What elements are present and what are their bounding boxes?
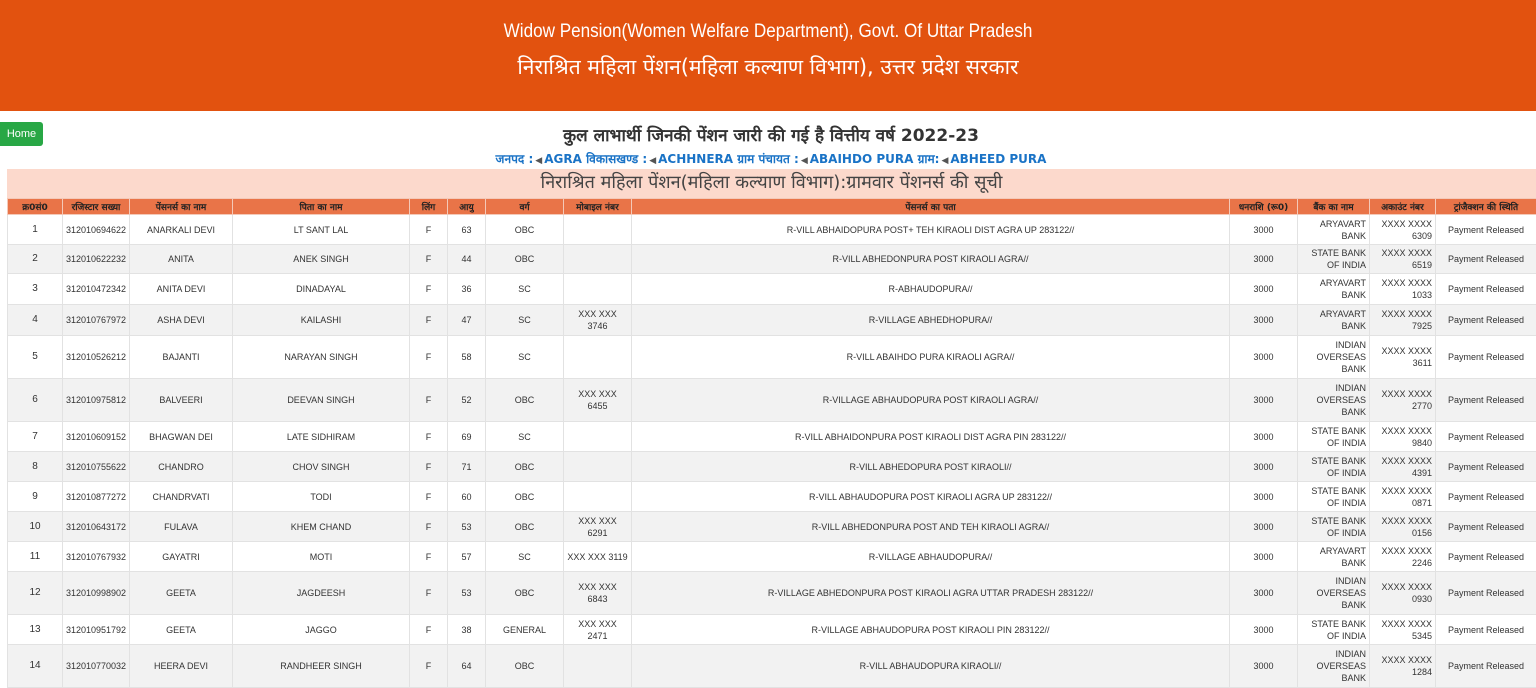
account-number-cell: XXXX XXXX 3611 [1370, 336, 1436, 379]
district-link[interactable]: AGRA [544, 152, 582, 166]
age-cell: 57 [448, 542, 486, 572]
address-cell: R-VILL ABHEDONPURA POST KIRAOLI AGRA// [632, 245, 1230, 274]
amount-cell: 3000 [1230, 615, 1298, 645]
gender-cell: F [410, 336, 448, 379]
serial-number-cell: 2 [8, 245, 63, 274]
category-cell: SC [486, 305, 564, 336]
table-row [8, 512, 1536, 542]
mobile-cell: XXX XXX 3746 [564, 305, 632, 336]
register-number-cell: 312010622232 [63, 245, 130, 274]
table-row [8, 542, 1536, 572]
address-cell: R-VILLAGE ABHAUDOPURA// [632, 542, 1230, 572]
account-number-cell: XXXX XXXX 0871 [1370, 482, 1436, 512]
father-name-cell: ANEK SINGH [233, 245, 410, 274]
age-cell: 58 [448, 336, 486, 379]
serial-number-cell: 5 [8, 336, 63, 379]
pensioners-table [7, 198, 1536, 688]
father-name-cell: MOTI [233, 542, 410, 572]
mobile-cell: XXX XXX 6291 [564, 512, 632, 542]
gender-cell: F [410, 379, 448, 422]
age-cell: 64 [448, 645, 486, 688]
father-name-cell: NARAYAN SINGH [233, 336, 410, 379]
address-cell: R-VILL ABHAUDOPURA POST KIRAOLI AGRA UP 283122// [632, 482, 1230, 512]
address-cell: R-VILL ABHAIDOPURA POST+ TEH KIRAOLI DIST AGRA UP 283122// [632, 215, 1230, 245]
serial-number-cell: 3 [8, 274, 63, 305]
age-cell: 44 [448, 245, 486, 274]
serial-number-cell: 13 [8, 615, 63, 645]
account-number-cell: XXXX XXXX 6309 [1370, 215, 1436, 245]
age-cell: 47 [448, 305, 486, 336]
pensioner-name-cell: BAJANTI [130, 336, 233, 379]
amount-cell: 3000 [1230, 305, 1298, 336]
age-cell: 60 [448, 482, 486, 512]
father-name-cell: CHOV SINGH [233, 452, 410, 482]
register-number-cell: 312010998902 [63, 572, 130, 615]
table-row [8, 572, 1536, 615]
village-link[interactable]: ABHEED PURA [950, 152, 1046, 166]
page-header [0, 0, 1536, 111]
register-number-cell: 312010951792 [63, 615, 130, 645]
account-number-cell: XXXX XXXX 2246 [1370, 542, 1436, 572]
gender-cell: F [410, 615, 448, 645]
pensioner-name-cell: CHANDRVATI [130, 482, 233, 512]
amount-cell: 3000 [1230, 512, 1298, 542]
pensioner-name-cell: CHANDRO [130, 452, 233, 482]
column-header: रजिस्टार सख्या [63, 199, 130, 215]
location-breadcrumb [0, 150, 1536, 167]
table-row [8, 336, 1536, 379]
table-row [8, 452, 1536, 482]
table-row [8, 482, 1536, 512]
serial-number-cell: 6 [8, 379, 63, 422]
serial-number-cell: 14 [8, 645, 63, 688]
column-header: वर्ग [486, 199, 564, 215]
mobile-cell [564, 422, 632, 452]
serial-number-cell: 9 [8, 482, 63, 512]
transaction-status-cell: Payment Released [1436, 572, 1536, 615]
block-label: विकासखण्ड : [586, 152, 647, 166]
amount-cell: 3000 [1230, 336, 1298, 379]
panchayat-link[interactable]: ABAIHDO PURA [810, 152, 914, 166]
amount-cell: 3000 [1230, 274, 1298, 305]
category-cell: OBC [486, 215, 564, 245]
father-name-cell: DINADAYAL [233, 274, 410, 305]
register-number-cell: 312010770032 [63, 645, 130, 688]
table-row [8, 274, 1536, 305]
register-number-cell: 312010609152 [63, 422, 130, 452]
father-name-cell: TODI [233, 482, 410, 512]
mobile-cell [564, 336, 632, 379]
father-name-cell: KAILASHI [233, 305, 410, 336]
account-number-cell: XXXX XXXX 4391 [1370, 452, 1436, 482]
serial-number-cell: 10 [8, 512, 63, 542]
panchayat-label: ग्राम पंचायत : [737, 152, 799, 166]
address-cell: R-VILLAGE ABHAUDOPURA POST KIRAOLI PIN 283122// [632, 615, 1230, 645]
amount-cell: 3000 [1230, 572, 1298, 615]
transaction-status-cell: Payment Released [1436, 274, 1536, 305]
father-name-cell: DEEVAN SINGH [233, 379, 410, 422]
column-header: पेंसनर्स का पता [632, 199, 1230, 215]
mobile-cell [564, 274, 632, 305]
bank-name-cell: INDIAN OVERSEAS BANK [1298, 645, 1370, 688]
mobile-cell [564, 245, 632, 274]
father-name-cell: LATE SIDHIRAM [233, 422, 410, 452]
account-number-cell: XXXX XXXX 0930 [1370, 572, 1436, 615]
amount-cell: 3000 [1230, 482, 1298, 512]
triangle-icon: ◀ [649, 156, 656, 166]
age-cell: 69 [448, 422, 486, 452]
header-title-english: Widow Pension(Women Welfare Department), Govt. Of Uttar Pradesh [77, 21, 1459, 43]
pensioner-name-cell: GAYATRI [130, 542, 233, 572]
address-cell: R-VILLAGE ABHEDHOPURA// [632, 305, 1230, 336]
register-number-cell: 312010877272 [63, 482, 130, 512]
table-row [8, 215, 1536, 245]
header-title-hindi: निराश्रित महिला पेंशन(महिला कल्याण विभाग), उत्तर प्रदेश सरकार [0, 53, 1536, 81]
age-cell: 38 [448, 615, 486, 645]
column-header: अकाउंट नंबर [1370, 199, 1436, 215]
age-cell: 52 [448, 379, 486, 422]
amount-cell: 3000 [1230, 452, 1298, 482]
column-header: ट्रांजैक्शन की स्थिति [1436, 199, 1536, 215]
triangle-icon: ◀ [535, 156, 542, 166]
transaction-status-cell: Payment Released [1436, 305, 1536, 336]
mobile-cell: XXX XXX 3119 [564, 542, 632, 572]
village-label: ग्राम: [918, 152, 940, 166]
age-cell: 53 [448, 572, 486, 615]
transaction-status-cell: Payment Released [1436, 615, 1536, 645]
column-header: लिंग [410, 199, 448, 215]
register-number-cell: 312010755622 [63, 452, 130, 482]
father-name-cell: RANDHEER SINGH [233, 645, 410, 688]
district-label: जनपद : [496, 152, 534, 166]
table-row [8, 305, 1536, 336]
pensioner-name-cell: ASHA DEVI [130, 305, 233, 336]
address-cell: R-ABHAUDOPURA// [632, 274, 1230, 305]
register-number-cell: 312010526212 [63, 336, 130, 379]
column-header: धनराशि (रू0) [1230, 199, 1298, 215]
bank-name-cell: STATE BANK OF INDIA [1298, 452, 1370, 482]
mobile-cell [564, 482, 632, 512]
category-cell: OBC [486, 572, 564, 615]
serial-number-cell: 11 [8, 542, 63, 572]
gender-cell: F [410, 542, 448, 572]
account-number-cell: XXXX XXXX 0156 [1370, 512, 1436, 542]
transaction-status-cell: Payment Released [1436, 336, 1536, 379]
amount-cell: 3000 [1230, 245, 1298, 274]
bank-name-cell: ARYAVART BANK [1298, 305, 1370, 336]
table-row [8, 645, 1536, 688]
column-header: क्र0सं0 [8, 199, 63, 215]
amount-cell: 3000 [1230, 542, 1298, 572]
transaction-status-cell: Payment Released [1436, 645, 1536, 688]
pensioner-name-cell: GEETA [130, 572, 233, 615]
transaction-status-cell: Payment Released [1436, 245, 1536, 274]
category-cell: OBC [486, 379, 564, 422]
gender-cell: F [410, 215, 448, 245]
mobile-cell: XXX XXX 6455 [564, 379, 632, 422]
column-header: पेंसनर्स का नाम [130, 199, 233, 215]
triangle-icon: ◀ [801, 156, 808, 166]
age-cell: 63 [448, 215, 486, 245]
category-cell: OBC [486, 645, 564, 688]
table-row [8, 245, 1536, 274]
list-title: निराश्रित महिला पेंशन(महिला कल्याण विभाग):ग्रामवार पेंशनर्स की सूची [7, 169, 1536, 198]
category-cell: OBC [486, 512, 564, 542]
bank-name-cell: ARYAVART BANK [1298, 274, 1370, 305]
table-row [8, 422, 1536, 452]
register-number-cell: 312010767932 [63, 542, 130, 572]
account-number-cell: XXXX XXXX 6519 [1370, 245, 1436, 274]
triangle-icon: ◀ [941, 156, 948, 166]
amount-cell: 3000 [1230, 422, 1298, 452]
gender-cell: F [410, 645, 448, 688]
serial-number-cell: 1 [8, 215, 63, 245]
bank-name-cell: STATE BANK OF INDIA [1298, 245, 1370, 274]
serial-number-cell: 4 [8, 305, 63, 336]
category-cell: SC [486, 336, 564, 379]
column-header: बैंक का नाम [1298, 199, 1370, 215]
address-cell: R-VILLAGE ABHEDONPURA POST KIRAOLI AGRA UTTAR PRADESH 283122// [632, 572, 1230, 615]
address-cell: R-VILL ABHAIDONPURA POST KIRAOLI DIST AGRA PIN 283122// [632, 422, 1230, 452]
category-cell: OBC [486, 482, 564, 512]
account-number-cell: XXXX XXXX 1033 [1370, 274, 1436, 305]
address-cell: R-VILL ABAIHDO PURA KIRAOLI AGRA// [632, 336, 1230, 379]
register-number-cell: 312010975812 [63, 379, 130, 422]
bank-name-cell: INDIAN OVERSEAS BANK [1298, 572, 1370, 615]
home-button[interactable]: Home [0, 122, 43, 146]
bank-name-cell: INDIAN OVERSEAS BANK [1298, 336, 1370, 379]
register-number-cell: 312010694622 [63, 215, 130, 245]
gender-cell: F [410, 512, 448, 542]
account-number-cell: XXXX XXXX 7925 [1370, 305, 1436, 336]
pensioner-name-cell: ANITA [130, 245, 233, 274]
account-number-cell: XXXX XXXX 9840 [1370, 422, 1436, 452]
age-cell: 53 [448, 512, 486, 542]
column-header: मोबाइल नंबर [564, 199, 632, 215]
address-cell: R-VILL ABHAUDOPURA KIRAOLI// [632, 645, 1230, 688]
father-name-cell: JAGDEESH [233, 572, 410, 615]
mobile-cell [564, 645, 632, 688]
pensioner-name-cell: ANITA DEVI [130, 274, 233, 305]
register-number-cell: 312010643172 [63, 512, 130, 542]
category-cell: OBC [486, 245, 564, 274]
account-number-cell: XXXX XXXX 2770 [1370, 379, 1436, 422]
gender-cell: F [410, 305, 448, 336]
mobile-cell [564, 452, 632, 482]
transaction-status-cell: Payment Released [1436, 482, 1536, 512]
gender-cell: F [410, 452, 448, 482]
serial-number-cell: 12 [8, 572, 63, 615]
pensioner-name-cell: FULAVA [130, 512, 233, 542]
bank-name-cell: INDIAN OVERSEAS BANK [1298, 379, 1370, 422]
block-link[interactable]: ACHHNERA [658, 152, 733, 166]
column-header: आयु [448, 199, 486, 215]
transaction-status-cell: Payment Released [1436, 452, 1536, 482]
category-cell: OBC [486, 452, 564, 482]
father-name-cell: LT SANT LAL [233, 215, 410, 245]
category-cell: SC [486, 274, 564, 305]
gender-cell: F [410, 245, 448, 274]
father-name-cell: KHEM CHAND [233, 512, 410, 542]
father-name-cell: JAGGO [233, 615, 410, 645]
gender-cell: F [410, 572, 448, 615]
bank-name-cell: ARYAVART BANK [1298, 542, 1370, 572]
category-cell: GENERAL [486, 615, 564, 645]
page-title: कुल लाभार्थी जिनकी पेंशन जारी की गई है वित्तीय वर्ष 2022-23 [0, 123, 1536, 146]
transaction-status-cell: Payment Released [1436, 542, 1536, 572]
amount-cell: 3000 [1230, 379, 1298, 422]
bank-name-cell: ARYAVART BANK [1298, 215, 1370, 245]
bank-name-cell: STATE BANK OF INDIA [1298, 482, 1370, 512]
column-header: पिता का नाम [233, 199, 410, 215]
serial-number-cell: 7 [8, 422, 63, 452]
age-cell: 36 [448, 274, 486, 305]
pensioner-name-cell: GEETA [130, 615, 233, 645]
gender-cell: F [410, 482, 448, 512]
pensioner-name-cell: HEERA DEVI [130, 645, 233, 688]
register-number-cell: 312010767972 [63, 305, 130, 336]
table-body [8, 215, 1536, 688]
bank-name-cell: STATE BANK OF INDIA [1298, 512, 1370, 542]
transaction-status-cell: Payment Released [1436, 422, 1536, 452]
category-cell: SC [486, 542, 564, 572]
table-row [8, 615, 1536, 645]
register-number-cell: 312010472342 [63, 274, 130, 305]
mobile-cell [564, 215, 632, 245]
mobile-cell: XXX XXX 2471 [564, 615, 632, 645]
bank-name-cell: STATE BANK OF INDIA [1298, 422, 1370, 452]
amount-cell: 3000 [1230, 645, 1298, 688]
bank-name-cell: STATE BANK OF INDIA [1298, 615, 1370, 645]
table-row [8, 379, 1536, 422]
pensioner-name-cell: BALVEERI [130, 379, 233, 422]
mobile-cell: XXX XXX 6843 [564, 572, 632, 615]
table-header-row [8, 199, 1536, 215]
amount-cell: 3000 [1230, 215, 1298, 245]
pensioner-name-cell: BHAGWAN DEI [130, 422, 233, 452]
pensioner-name-cell: ANARKALI DEVI [130, 215, 233, 245]
gender-cell: F [410, 274, 448, 305]
address-cell: R-VILL ABHEDONPURA POST AND TEH KIRAOLI AGRA// [632, 512, 1230, 542]
serial-number-cell: 8 [8, 452, 63, 482]
transaction-status-cell: Payment Released [1436, 215, 1536, 245]
age-cell: 71 [448, 452, 486, 482]
transaction-status-cell: Payment Released [1436, 512, 1536, 542]
account-number-cell: XXXX XXXX 5345 [1370, 615, 1436, 645]
gender-cell: F [410, 422, 448, 452]
account-number-cell: XXXX XXXX 1284 [1370, 645, 1436, 688]
category-cell: SC [486, 422, 564, 452]
address-cell: R-VILL ABHEDOPURA POST KIRAOLI// [632, 452, 1230, 482]
transaction-status-cell: Payment Released [1436, 379, 1536, 422]
address-cell: R-VILLAGE ABHAUDOPURA POST KIRAOLI AGRA// [632, 379, 1230, 422]
